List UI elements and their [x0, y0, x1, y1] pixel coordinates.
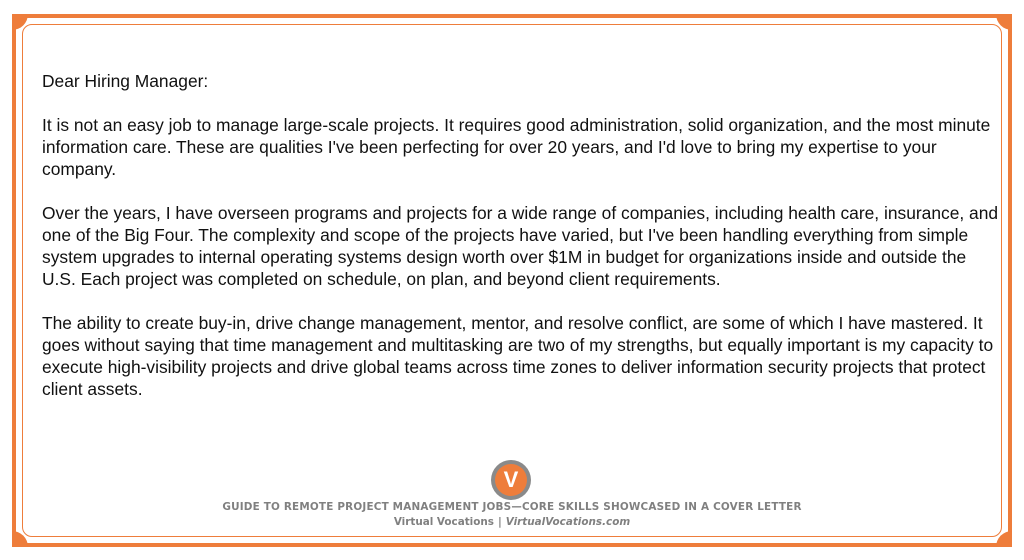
brand-separator: |: [497, 516, 502, 528]
letter-paragraph: It is not an easy job to manage large-scale projects. It requires good administration, solid organization, and the most minute information care. These are qualities I've been perfecting for over 20 years, and I'd love to bring my expertise to your company.: [42, 115, 991, 179]
salutation: Dear Hiring Manager:: [42, 71, 209, 91]
brand-name: Virtual Vocations: [393, 516, 494, 528]
guide-caption: GUIDE TO REMOTE PROJECT MANAGEMENT JOBS—CORE SKILLS SHOWCASED IN A COVER LETTER: [222, 501, 802, 513]
cover-letter-body: [42, 70, 1002, 422]
virtual-vocations-logo-icon: V: [491, 460, 531, 500]
letter-paragraph: The ability to create buy-in, drive change management, mentor, and resolve conflict, are some of which I have mastered. It goes without saying that time management and multitasking are two of my strengths, but equally important is my capacity to execute high-visibility projects and drive global teams across time zones to deliver information security projects that protect client assets.: [42, 313, 994, 399]
brand-site: VirtualVocations.com: [505, 516, 631, 528]
brand-credit: [0, 516, 1024, 528]
letter-paragraph: Over the years, I have overseen programs and projects for a wide range of companies, including health care, insurance, and one of the Big Four. The complexity and scope of the projects have varied, but I've been handling everything from simple system upgrades to internal operating systems design worth over $1M in budget for organizations inside and outside the U.S. Each project was completed on schedule, on plan, and beyond client requirements.: [42, 203, 999, 289]
